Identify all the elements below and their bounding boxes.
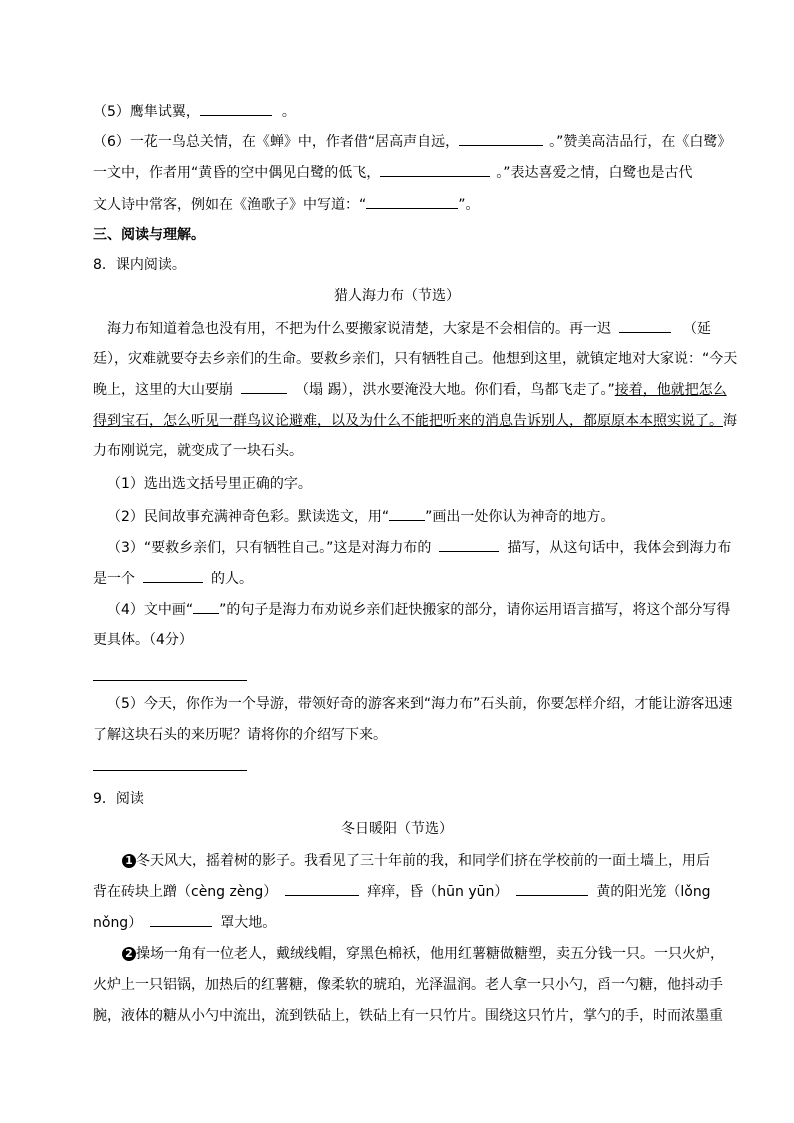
q9-para1-line-2: 背在砖块上蹭（cèng zèng） 痒痒，昏（hūn yūn） 黄的阳光笼（lǒng xyxy=(93,881,711,902)
blank-8-collapse[interactable] xyxy=(241,379,287,394)
wavy-mark-sample xyxy=(389,506,425,521)
q8-intro: 8．课内阅读。 xyxy=(93,257,186,273)
q9-para2-line-3: 腕，液体的糖从小勺中流出，流到铁砧上，铁砧上有一只竹片。围绕这只竹片，掌勺的手，时而浓墨重 xyxy=(93,1008,723,1024)
q9-intro: 9．阅读 xyxy=(93,791,144,807)
q7-line-5: （5）鹰隼试翼， 。 xyxy=(93,101,296,122)
q8-sub-2: （2）民间故事充满神奇色彩。默读选文，用“ ”画出一处你认为神奇的地方。 xyxy=(107,506,614,527)
blank-7-6c[interactable] xyxy=(366,194,458,209)
q8-sub-5: （5）今天，你作为一个导游，带领好奇的游客来到“海力布”石头前，你要怎样介绍，才能让游客迅速 xyxy=(107,696,733,712)
q8-sub-1: （1）选出选文括号里正确的字。 xyxy=(107,476,312,492)
q8-para-line-3: 晚上，这里的大山要崩 （塌 踢），洪水要淹没大地。你们看，鸟都飞走了。”接着，他就把怎么 xyxy=(93,379,727,400)
q8-para-line-5: 力布刚说完，就变成了一块石头。 xyxy=(93,443,303,459)
q8-para-line-1: 海力布知道着急也没有用，不把为什么要搬家说清楚，大家是不会相信的。再一迟 （延 xyxy=(107,318,711,339)
q7-line-6b: 一文中，作者用“黄昏的空中偶见白鹭的低飞， 。”表达喜爱之情，白鹭也是古代 xyxy=(93,162,693,183)
q9-para1-line-1: 1 冬天风大，摇着树的影子。我看见了三十年前的我，和同学们挤在学校前的一面土墙上，用后 xyxy=(122,851,710,871)
blank-8-delay[interactable] xyxy=(619,318,671,333)
q9-para2-line-1: 2 操场一角有一位老人，戴绒线帽，穿黑色棉袄，他用红薯糖做糖塑，卖五分钱一只。一只火炉， xyxy=(122,944,724,964)
q9-para2-line-2: 火炉上一只铝锅，加热后的红薯糖，像柔软的琥珀，光泽温润。老人拿一只小勺，舀一勺糖，他抖动手 xyxy=(93,977,723,993)
blank-7-5[interactable] xyxy=(200,101,272,116)
q9-title: 冬日暖阳（节选） xyxy=(341,821,453,837)
q8-sub-4: （4）文中画“ ”的句子是海力布劝说乡亲们赶快搬家的部分，请你运用语言描写，将这个部分写得 xyxy=(107,599,730,620)
blank-9-ceng[interactable] xyxy=(285,881,359,896)
q7-line-6c: 文人诗中常客，例如在《渔歌子》中写道：“ ”。 xyxy=(93,194,480,215)
q8-sub-5-cont: 了解这块石头的来历呢？请将你的介绍写下来。 xyxy=(93,727,387,743)
answer-line-8-5[interactable] xyxy=(93,770,247,771)
q7-line-6a: （6）一花一鸟总关情，在《蝉》中，作者借“居高声自远， 。”赞美高洁品行，在《白鹭》 xyxy=(93,131,731,152)
para-number-1: 1 xyxy=(122,854,136,868)
q8-para-line-2: 廷），灾难就要夺去乡亲们的生命。要救乡亲们，只有牺牲自己。他想到这里，就镇定地对大家说：“今天 xyxy=(93,351,738,367)
blank-7-6a[interactable] xyxy=(459,131,543,146)
q8-sub-3: （3）“要救乡亲们，只有牺牲自己。”这是对海力布的 描写，从这句话中，我体会到海力布 xyxy=(107,537,731,558)
blank-9-long[interactable] xyxy=(150,912,212,927)
answer-line-8-4[interactable] xyxy=(93,680,247,681)
section-heading: 三、阅读与理解。 xyxy=(93,227,205,243)
q8-para-line-4: 得到宝石，怎么听见一群鸟议论避难，以及为什么不能把听来的消息告诉别人，都原原本本照实说了。海 xyxy=(93,413,737,429)
blank-8-3b[interactable] xyxy=(143,568,203,583)
blank-8-3a[interactable] xyxy=(439,537,499,552)
blank-7-6b[interactable] xyxy=(380,162,490,177)
para-number-2: 2 xyxy=(122,947,136,961)
q8-title: 猎人海力布（节选） xyxy=(334,288,460,304)
q8-sub-3-cont: 是一个 的人。 xyxy=(93,568,253,589)
blank-9-hun[interactable] xyxy=(516,881,588,896)
q9-para1-line-3: nǒng） 罩大地。 xyxy=(93,912,276,933)
underline-mark-sample xyxy=(193,599,219,614)
q8-sub-4-cont: 更具体。（4分） xyxy=(93,632,193,648)
